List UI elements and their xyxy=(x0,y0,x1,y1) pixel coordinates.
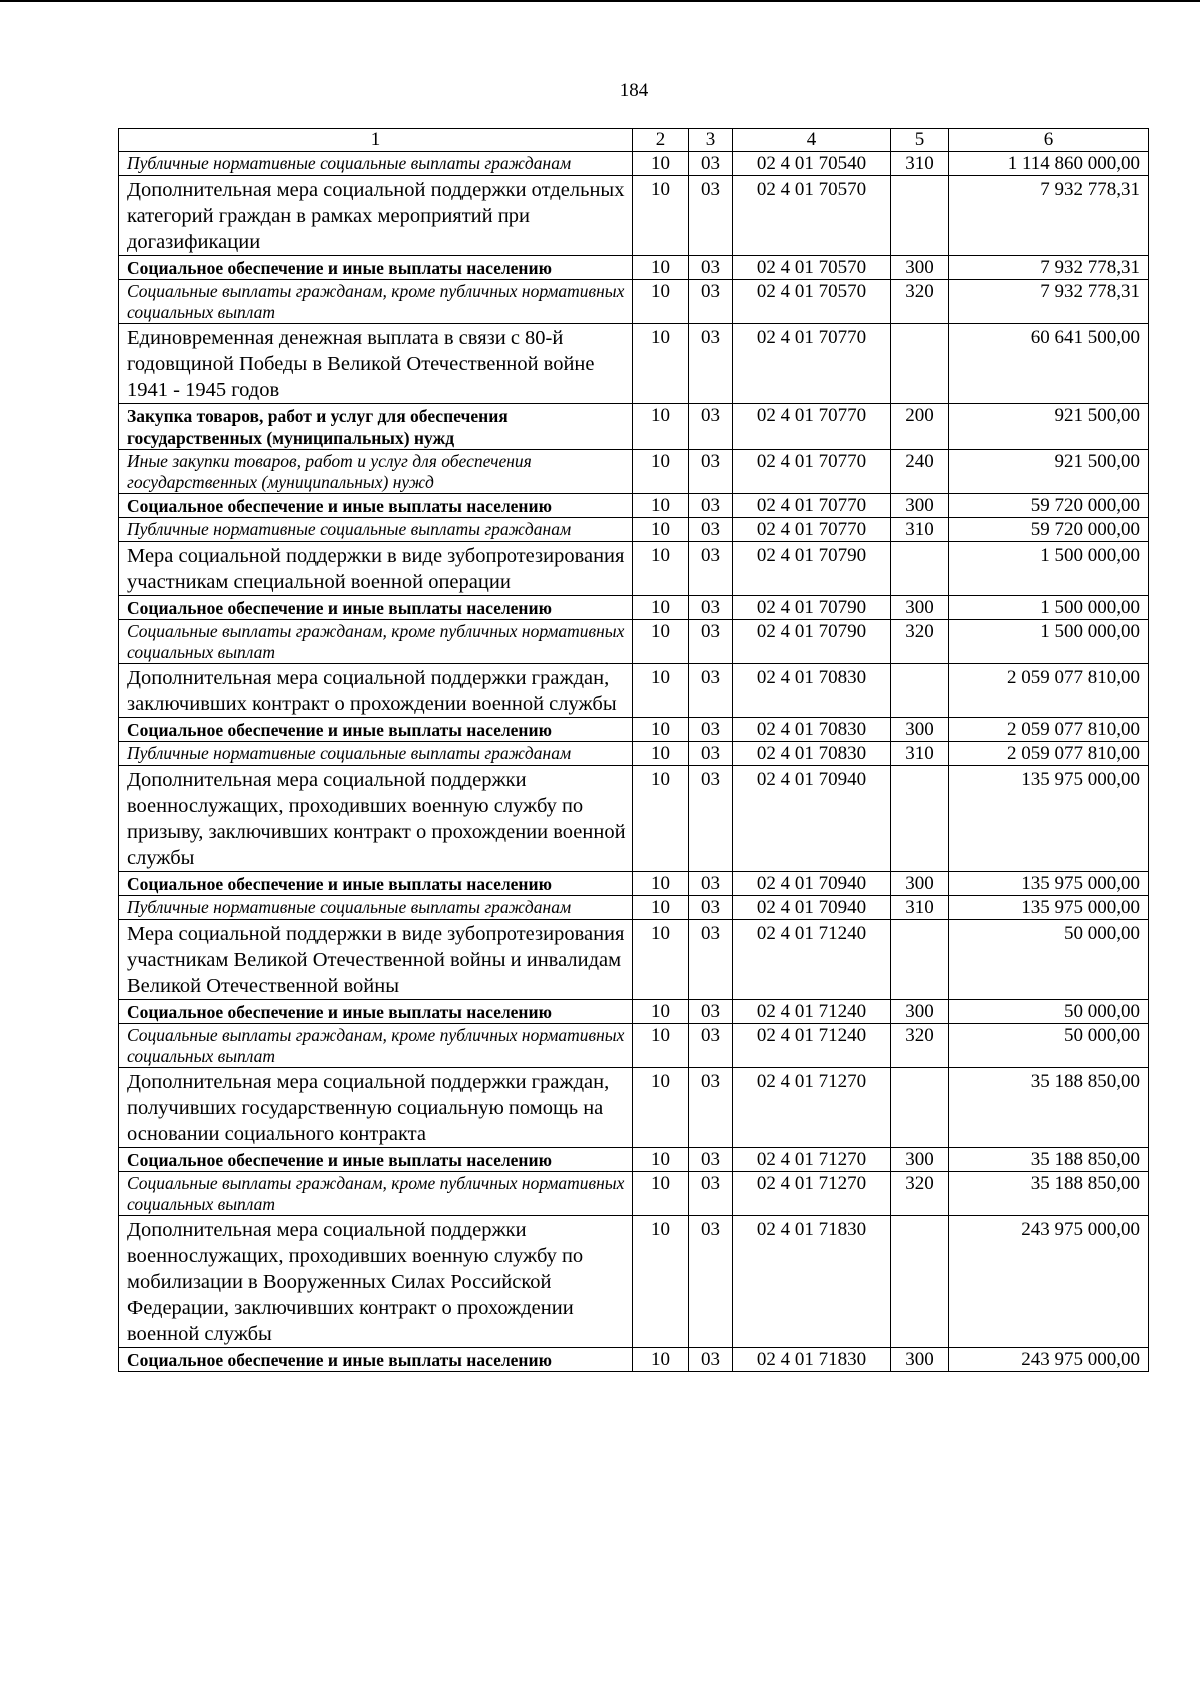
table-row xyxy=(119,450,1149,494)
table-row xyxy=(119,1024,1149,1068)
row-name-cell: Публичные нормативные социальные выплаты гражданам xyxy=(119,896,633,920)
row-amount-cell: 1 500 000,00 xyxy=(949,542,1149,596)
table-row xyxy=(119,920,1149,1000)
row-subsection-cell: 03 xyxy=(689,920,733,1000)
row-expense-type-cell xyxy=(891,920,949,1000)
row-section-cell: 10 xyxy=(633,718,689,742)
row-name-cell: Закупка товаров, работ и услуг для обеспечения государственных (муниципальных) нужд xyxy=(119,404,633,450)
row-amount-cell: 2 059 077 810,00 xyxy=(949,718,1149,742)
row-name-cell: Социальные выплаты гражданам, кроме публичных нормативных социальных выплат xyxy=(119,620,633,664)
row-expense-type-cell: 310 xyxy=(891,152,949,176)
row-name-cell: Дополнительная мера социальной поддержки военнослужащих, проходивших военную службу по мобилизации в Вооруженных Силах Российской Федерации, заключивших контракт о прохождении военной службы xyxy=(119,1216,633,1348)
row-target-code-cell: 02 4 01 70540 xyxy=(733,152,891,176)
row-target-code-cell: 02 4 01 71830 xyxy=(733,1348,891,1372)
row-name-cell: Единовременная денежная выплата в связи с 80-й годовщиной Победы в Великой Отечественной войне 1941 - 1945 годов xyxy=(119,324,633,404)
row-subsection-cell: 03 xyxy=(689,1068,733,1148)
row-expense-type-cell xyxy=(891,324,949,404)
row-section-cell: 10 xyxy=(633,256,689,280)
row-target-code-cell: 02 4 01 70770 xyxy=(733,404,891,450)
row-target-code-cell: 02 4 01 70940 xyxy=(733,872,891,896)
row-amount-cell: 59 720 000,00 xyxy=(949,518,1149,542)
row-expense-type-cell: 240 xyxy=(891,450,949,494)
row-name-cell: Дополнительная мера социальной поддержки отдельных категорий граждан в рамках мероприятий при догазификации xyxy=(119,176,633,256)
row-section-cell: 10 xyxy=(633,620,689,664)
row-amount-cell: 35 188 850,00 xyxy=(949,1068,1149,1148)
row-section-cell: 10 xyxy=(633,494,689,518)
header-col-4: 4 xyxy=(733,129,891,152)
row-section-cell: 10 xyxy=(633,280,689,324)
page-number: 184 xyxy=(619,80,649,101)
row-amount-cell: 35 188 850,00 xyxy=(949,1148,1149,1172)
row-section-cell: 10 xyxy=(633,664,689,718)
row-name-cell: Публичные нормативные социальные выплаты гражданам xyxy=(119,518,633,542)
row-amount-cell: 1 114 860 000,00 xyxy=(949,152,1149,176)
budget-table-body xyxy=(119,129,1149,1372)
row-subsection-cell: 03 xyxy=(689,718,733,742)
row-target-code-cell: 02 4 01 71270 xyxy=(733,1068,891,1148)
row-name-cell: Социальное обеспечение и иные выплаты населению xyxy=(119,1348,633,1372)
row-amount-cell: 50 000,00 xyxy=(949,1000,1149,1024)
row-target-code-cell: 02 4 01 70790 xyxy=(733,620,891,664)
row-subsection-cell: 03 xyxy=(689,176,733,256)
row-subsection-cell: 03 xyxy=(689,518,733,542)
row-expense-type-cell xyxy=(891,1068,949,1148)
table-row xyxy=(119,1148,1149,1172)
row-name-cell: Социальное обеспечение и иные выплаты населению xyxy=(119,1148,633,1172)
table-row xyxy=(119,152,1149,176)
row-section-cell: 10 xyxy=(633,896,689,920)
table-row xyxy=(119,766,1149,872)
row-amount-cell: 1 500 000,00 xyxy=(949,620,1149,664)
row-name-cell: Дополнительная мера социальной поддержки граждан, получивших государственную социальную помощь на основании социального контракта xyxy=(119,1068,633,1148)
row-subsection-cell: 03 xyxy=(689,542,733,596)
table-row xyxy=(119,896,1149,920)
row-amount-cell: 7 932 778,31 xyxy=(949,280,1149,324)
row-expense-type-cell: 200 xyxy=(891,404,949,450)
row-target-code-cell: 02 4 01 70570 xyxy=(733,176,891,256)
table-row xyxy=(119,872,1149,896)
row-target-code-cell: 02 4 01 71240 xyxy=(733,1000,891,1024)
row-target-code-cell: 02 4 01 70790 xyxy=(733,542,891,596)
table-row xyxy=(119,256,1149,280)
row-section-cell: 10 xyxy=(633,1216,689,1348)
row-name-cell: Социальные выплаты гражданам, кроме публичных нормативных социальных выплат xyxy=(119,1024,633,1068)
row-target-code-cell: 02 4 01 70770 xyxy=(733,494,891,518)
row-expense-type-cell xyxy=(891,664,949,718)
row-expense-type-cell: 310 xyxy=(891,518,949,542)
row-expense-type-cell: 300 xyxy=(891,718,949,742)
scan-top-edge xyxy=(0,0,1200,2)
row-expense-type-cell: 320 xyxy=(891,620,949,664)
row-expense-type-cell: 300 xyxy=(891,596,949,620)
row-amount-cell: 1 500 000,00 xyxy=(949,596,1149,620)
row-subsection-cell: 03 xyxy=(689,152,733,176)
row-section-cell: 10 xyxy=(633,1348,689,1372)
row-expense-type-cell: 320 xyxy=(891,1172,949,1216)
row-section-cell: 10 xyxy=(633,596,689,620)
row-target-code-cell: 02 4 01 71270 xyxy=(733,1148,891,1172)
row-name-cell: Дополнительная мера социальной поддержки граждан, заключивших контракт о прохождении военной службы xyxy=(119,664,633,718)
row-section-cell: 10 xyxy=(633,450,689,494)
row-name-cell: Дополнительная мера социальной поддержки военнослужащих, проходивших военную службу по призыву, заключивших контракт о прохождении военной службы xyxy=(119,766,633,872)
row-name-cell: Социальные выплаты гражданам, кроме публичных нормативных социальных выплат xyxy=(119,1172,633,1216)
table-row xyxy=(119,1216,1149,1348)
row-name-cell: Мера социальной поддержки в виде зубопротезирования участникам Великой Отечественной войны и инвалидам Великой Отечественной войны xyxy=(119,920,633,1000)
row-section-cell: 10 xyxy=(633,1148,689,1172)
row-name-cell: Социальное обеспечение и иные выплаты населению xyxy=(119,872,633,896)
row-target-code-cell: 02 4 01 70940 xyxy=(733,766,891,872)
row-expense-type-cell: 300 xyxy=(891,1000,949,1024)
row-subsection-cell: 03 xyxy=(689,1216,733,1348)
table-row xyxy=(119,1172,1149,1216)
row-name-cell: Социальное обеспечение и иные выплаты населению xyxy=(119,596,633,620)
row-subsection-cell: 03 xyxy=(689,766,733,872)
header-col-1: 1 xyxy=(119,129,633,152)
row-subsection-cell: 03 xyxy=(689,256,733,280)
row-amount-cell: 2 059 077 810,00 xyxy=(949,664,1149,718)
table-row xyxy=(119,404,1149,450)
row-subsection-cell: 03 xyxy=(689,280,733,324)
row-expense-type-cell: 300 xyxy=(891,1148,949,1172)
row-expense-type-cell: 310 xyxy=(891,742,949,766)
row-amount-cell: 921 500,00 xyxy=(949,450,1149,494)
row-target-code-cell: 02 4 01 70790 xyxy=(733,596,891,620)
row-amount-cell: 135 975 000,00 xyxy=(949,766,1149,872)
row-amount-cell: 2 059 077 810,00 xyxy=(949,742,1149,766)
row-section-cell: 10 xyxy=(633,1172,689,1216)
table-row xyxy=(119,494,1149,518)
row-expense-type-cell: 300 xyxy=(891,872,949,896)
row-section-cell: 10 xyxy=(633,742,689,766)
row-section-cell: 10 xyxy=(633,766,689,872)
header-col-6: 6 xyxy=(949,129,1149,152)
table-row xyxy=(119,280,1149,324)
row-section-cell: 10 xyxy=(633,1068,689,1148)
row-subsection-cell: 03 xyxy=(689,596,733,620)
row-subsection-cell: 03 xyxy=(689,1148,733,1172)
row-section-cell: 10 xyxy=(633,920,689,1000)
row-target-code-cell: 02 4 01 70570 xyxy=(733,256,891,280)
row-section-cell: 10 xyxy=(633,1024,689,1068)
row-expense-type-cell xyxy=(891,1216,949,1348)
row-amount-cell: 135 975 000,00 xyxy=(949,896,1149,920)
row-expense-type-cell: 320 xyxy=(891,280,949,324)
row-expense-type-cell: 300 xyxy=(891,1348,949,1372)
table-row xyxy=(119,1348,1149,1372)
header-col-5: 5 xyxy=(891,129,949,152)
row-amount-cell: 921 500,00 xyxy=(949,404,1149,450)
row-name-cell: Социальные выплаты гражданам, кроме публичных нормативных социальных выплат xyxy=(119,280,633,324)
row-subsection-cell: 03 xyxy=(689,404,733,450)
row-section-cell: 10 xyxy=(633,518,689,542)
table-row xyxy=(119,742,1149,766)
row-target-code-cell: 02 4 01 70830 xyxy=(733,718,891,742)
row-subsection-cell: 03 xyxy=(689,450,733,494)
row-target-code-cell: 02 4 01 70770 xyxy=(733,450,891,494)
row-expense-type-cell: 300 xyxy=(891,494,949,518)
row-subsection-cell: 03 xyxy=(689,494,733,518)
row-amount-cell: 35 188 850,00 xyxy=(949,1172,1149,1216)
table-row xyxy=(119,518,1149,542)
row-subsection-cell: 03 xyxy=(689,620,733,664)
row-name-cell: Иные закупки товаров, работ и услуг для обеспечения государственных (муниципальных) нужд xyxy=(119,450,633,494)
row-section-cell: 10 xyxy=(633,324,689,404)
row-expense-type-cell xyxy=(891,766,949,872)
budget-table xyxy=(118,128,1149,1372)
row-section-cell: 10 xyxy=(633,404,689,450)
row-amount-cell: 60 641 500,00 xyxy=(949,324,1149,404)
row-subsection-cell: 03 xyxy=(689,1024,733,1068)
row-amount-cell: 243 975 000,00 xyxy=(949,1348,1149,1372)
row-amount-cell: 135 975 000,00 xyxy=(949,872,1149,896)
row-name-cell: Публичные нормативные социальные выплаты гражданам xyxy=(119,742,633,766)
row-name-cell: Мера социальной поддержки в виде зубопротезирования участникам специальной военной операции xyxy=(119,542,633,596)
header-col-3: 3 xyxy=(689,129,733,152)
table-row xyxy=(119,664,1149,718)
row-name-cell: Социальное обеспечение и иные выплаты населению xyxy=(119,718,633,742)
row-amount-cell: 243 975 000,00 xyxy=(949,1216,1149,1348)
row-expense-type-cell: 310 xyxy=(891,896,949,920)
row-subsection-cell: 03 xyxy=(689,1000,733,1024)
row-amount-cell: 50 000,00 xyxy=(949,1024,1149,1068)
row-target-code-cell: 02 4 01 70830 xyxy=(733,664,891,718)
row-subsection-cell: 03 xyxy=(689,664,733,718)
row-target-code-cell: 02 4 01 70830 xyxy=(733,742,891,766)
row-amount-cell: 50 000,00 xyxy=(949,920,1149,1000)
row-expense-type-cell xyxy=(891,176,949,256)
row-target-code-cell: 02 4 01 70770 xyxy=(733,324,891,404)
row-section-cell: 10 xyxy=(633,872,689,896)
row-subsection-cell: 03 xyxy=(689,1172,733,1216)
row-section-cell: 10 xyxy=(633,152,689,176)
table-row xyxy=(119,1068,1149,1148)
table-row xyxy=(119,1000,1149,1024)
table-row xyxy=(119,176,1149,256)
row-target-code-cell: 02 4 01 71240 xyxy=(733,920,891,1000)
row-target-code-cell: 02 4 01 70940 xyxy=(733,896,891,920)
row-name-cell: Социальное обеспечение и иные выплаты населению xyxy=(119,494,633,518)
table-row xyxy=(119,596,1149,620)
row-target-code-cell: 02 4 01 71270 xyxy=(733,1172,891,1216)
table-row xyxy=(119,324,1149,404)
row-amount-cell: 59 720 000,00 xyxy=(949,494,1149,518)
row-target-code-cell: 02 4 01 70570 xyxy=(733,280,891,324)
row-target-code-cell: 02 4 01 71240 xyxy=(733,1024,891,1068)
row-subsection-cell: 03 xyxy=(689,742,733,766)
row-expense-type-cell: 300 xyxy=(891,256,949,280)
table-row xyxy=(119,542,1149,596)
table-row xyxy=(119,620,1149,664)
row-subsection-cell: 03 xyxy=(689,324,733,404)
row-target-code-cell: 02 4 01 70770 xyxy=(733,518,891,542)
row-name-cell: Социальное обеспечение и иные выплаты населению xyxy=(119,256,633,280)
row-subsection-cell: 03 xyxy=(689,1348,733,1372)
row-amount-cell: 7 932 778,31 xyxy=(949,176,1149,256)
row-amount-cell: 7 932 778,31 xyxy=(949,256,1149,280)
table-header-row xyxy=(119,129,1149,152)
row-section-cell: 10 xyxy=(633,1000,689,1024)
header-col-2: 2 xyxy=(633,129,689,152)
row-subsection-cell: 03 xyxy=(689,872,733,896)
row-section-cell: 10 xyxy=(633,176,689,256)
table-row xyxy=(119,718,1149,742)
row-name-cell: Социальное обеспечение и иные выплаты населению xyxy=(119,1000,633,1024)
row-expense-type-cell xyxy=(891,542,949,596)
row-target-code-cell: 02 4 01 71830 xyxy=(733,1216,891,1348)
row-name-cell: Публичные нормативные социальные выплаты гражданам xyxy=(119,152,633,176)
row-subsection-cell: 03 xyxy=(689,896,733,920)
row-section-cell: 10 xyxy=(633,542,689,596)
row-expense-type-cell: 320 xyxy=(891,1024,949,1068)
